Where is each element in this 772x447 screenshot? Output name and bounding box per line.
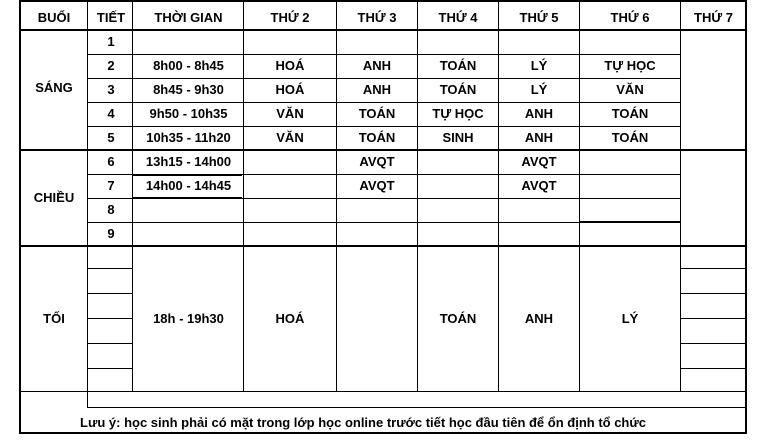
header-thu-2: THỨ 2: [270, 10, 310, 25]
period-number: 9: [107, 226, 115, 241]
subject-cell-thu5: LÝ: [530, 58, 548, 73]
period-number: 7: [107, 178, 115, 193]
grid-left-line: [19, 0, 21, 434]
subject-cell-thu5: LÝ: [530, 82, 548, 97]
period-number: 5: [107, 130, 115, 145]
grid-row-line-3: [87, 126, 680, 127]
subject-cell-thu5: ANH: [524, 130, 554, 145]
subject-cell-thu6: TOÁN: [611, 106, 649, 121]
header-thu-4: THỨ 4: [438, 10, 478, 25]
session-toi: TỐI: [43, 311, 65, 326]
period-number: 2: [107, 58, 115, 73]
subject-cell-thu3: ANH: [362, 58, 392, 73]
footer-note: Lưu ý: học sinh phải có mặt trong lớp học online trước tiết học đầu tiên để ổn định tổ chức: [80, 415, 647, 430]
grid-right-line: [745, 0, 747, 434]
period-time: 13h15 - 14h00: [145, 154, 232, 169]
grid-time-underline-7: [133, 197, 242, 199]
header-thu-7: THỨ 7: [694, 10, 733, 25]
subject-cell-thu4: TỰ HỌC: [432, 106, 484, 121]
header-thu-3: THỨ 3: [357, 10, 397, 25]
period-time: 10h35 - 11h20: [146, 130, 231, 145]
evening-time: 18h - 19h30: [153, 311, 224, 326]
grid-evening-thu7-line-4: [681, 368, 745, 369]
subject-cell-thu3: AVQT: [359, 154, 395, 169]
grid-row-line-0: [87, 54, 680, 55]
grid-table-end-line: [19, 391, 746, 392]
subject-cell-thu6: TỰ HỌC: [604, 58, 656, 73]
period-time: 9h50 - 10h35: [149, 106, 228, 121]
subject-cell-thu2: VĂN: [276, 130, 304, 145]
grid-evening-tiet-line-0: [88, 268, 132, 269]
grid-evening-thu7-line-0: [681, 268, 745, 269]
grid-session-sep-sang: [19, 149, 746, 151]
subject-cell-thu5: ANH: [524, 106, 554, 121]
grid-top-line: [19, 0, 746, 2]
subject-cell-thu2: HOÁ: [275, 58, 305, 73]
header-thu-5: THỨ 5: [519, 10, 559, 25]
subject-cell-thu4: TOÁN: [439, 82, 477, 97]
subject-cell-thu5: AVQT: [521, 178, 557, 193]
grid-bottom-line: [19, 432, 746, 434]
grid-thu6-sep: [580, 221, 680, 223]
subject-cell-thu4: TOÁN: [439, 58, 477, 73]
evening-thu-6: LÝ: [621, 311, 639, 326]
grid-evening-thu7-line-3: [681, 343, 745, 344]
session-chieu: CHIỀU: [33, 190, 75, 205]
grid-note-left-line: [87, 392, 88, 408]
subject-cell-thu6: VĂN: [616, 82, 644, 97]
session-sang: SÁNG: [35, 80, 73, 95]
period-time: 8h45 - 9h30: [153, 82, 224, 97]
subject-cell-thu3: TOÁN: [358, 106, 396, 121]
grid-evening-tiet-line-3: [88, 343, 132, 344]
grid-note-inner-line: [87, 407, 746, 408]
evening-thu-4: TOÁN: [439, 311, 477, 326]
subject-cell-thu4: SINH: [442, 130, 474, 145]
header-buoi: BUỔI: [37, 10, 71, 25]
period-time: 8h00 - 8h45: [153, 58, 224, 73]
evening-thu-2: HOÁ: [275, 311, 305, 326]
subject-cell-thu5: AVQT: [521, 154, 557, 169]
period-number: 4: [107, 106, 115, 121]
subject-cell-thu3: ANH: [362, 82, 392, 97]
evening-thu-5: ANH: [524, 311, 554, 326]
grid-evening-tiet-line-1: [88, 293, 132, 294]
grid-session-sep-chieu: [19, 245, 746, 247]
grid-col-line-thu6: [680, 0, 681, 392]
grid-row-line-1: [87, 78, 680, 79]
grid-evening-tiet-line-4: [88, 368, 132, 369]
subject-cell-thu6: TOÁN: [611, 130, 649, 145]
grid-header-bottom-line: [19, 29, 746, 31]
grid-evening-thu7-line-1: [681, 293, 745, 294]
subject-cell-thu2: HOÁ: [275, 82, 305, 97]
subject-cell-thu3: TOÁN: [358, 130, 396, 145]
period-number: 6: [107, 154, 115, 169]
header-tiet: TIẾT: [96, 10, 126, 25]
period-time: 14h00 - 14h45: [145, 178, 232, 193]
grid-evening-tiet-line-2: [88, 318, 132, 319]
period-number: 1: [107, 34, 115, 49]
header-thoi-gian: THỜI GIAN: [154, 10, 223, 25]
grid-evening-thu7-line-2: [681, 318, 745, 319]
header-thu-6: THỨ 6: [610, 10, 650, 25]
grid-row-line-2: [87, 102, 680, 103]
grid-time-underline-6: [133, 174, 242, 176]
period-number: 3: [107, 82, 115, 97]
period-number: 8: [107, 202, 115, 217]
subject-cell-thu3: AVQT: [359, 178, 395, 193]
subject-cell-thu2: VĂN: [276, 106, 304, 121]
